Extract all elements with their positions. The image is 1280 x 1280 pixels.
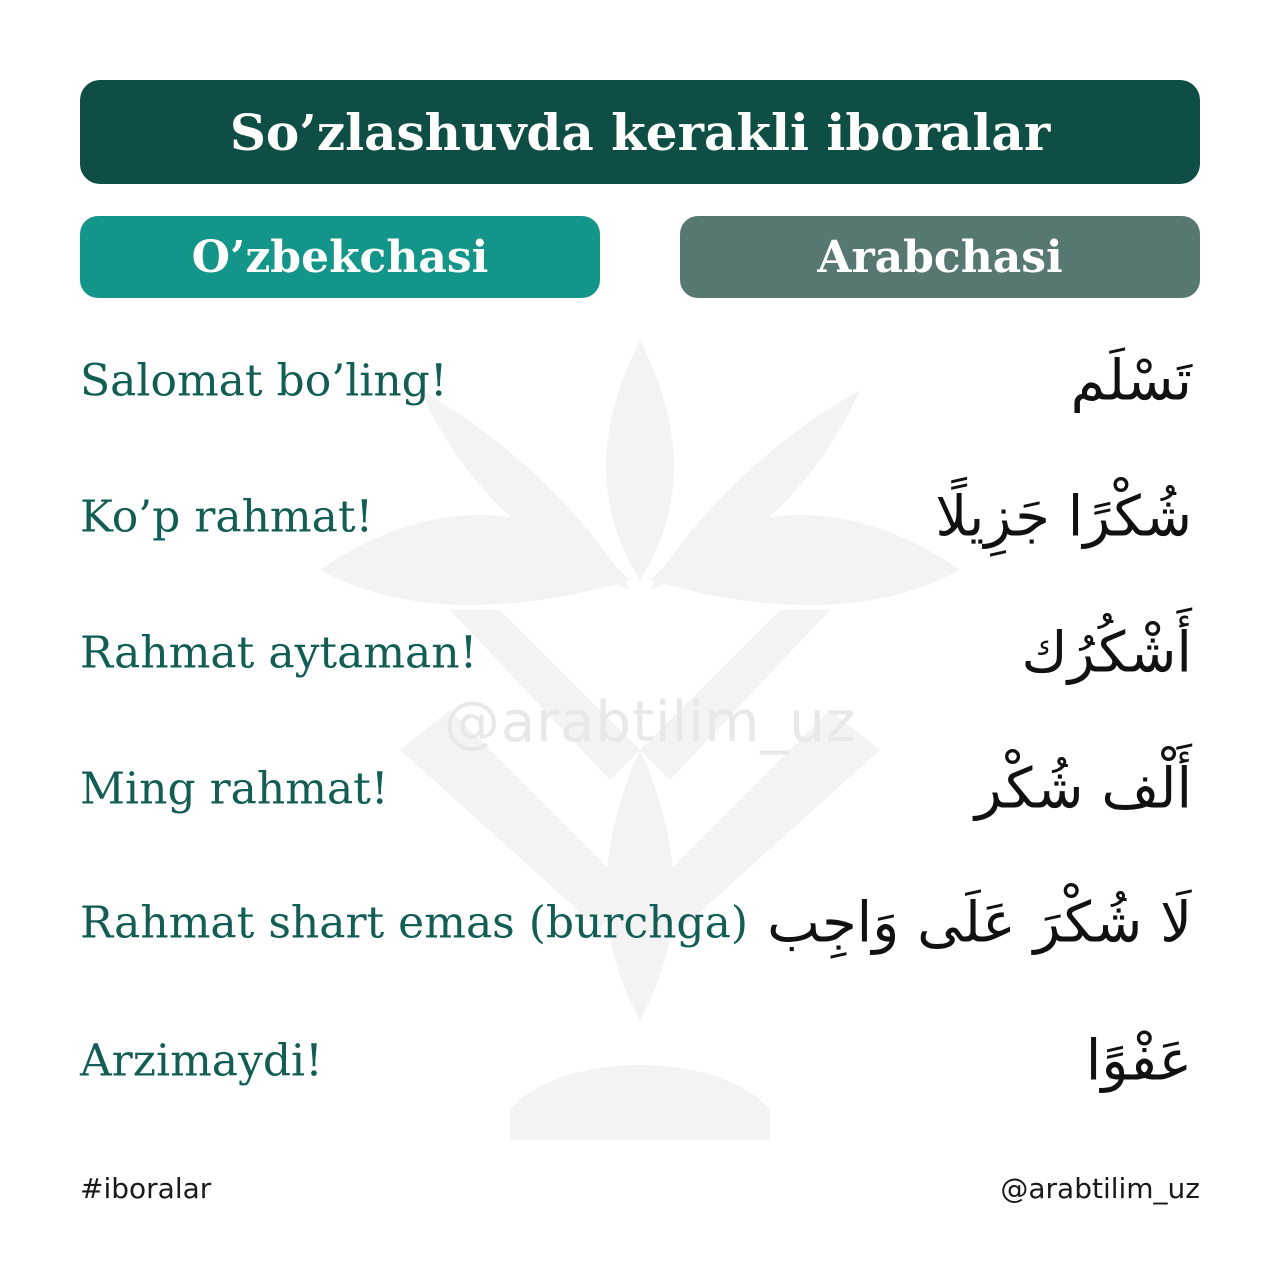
uzbek-column-label: O’zbekchasi [191, 231, 489, 283]
uzbek-phrase: Ming rahmat! [80, 763, 389, 815]
watermark-text: @arabtilim_uz [443, 690, 857, 755]
uzbek-column-header [80, 216, 600, 298]
phrase-row [80, 462, 1200, 572]
arabic-column-header [680, 216, 1200, 298]
arabic-phrase: عَفْوًا [1085, 1028, 1192, 1094]
arabic-phrase: لَا شُكْرَ عَلَى وَاجِب [767, 890, 1192, 956]
phrase-row [80, 868, 1200, 978]
arabic-phrase: شُكْرًا جَزِيلًا [935, 484, 1192, 550]
arabic-phrase: أَلْف شُكْر [974, 756, 1192, 822]
account-handle: @arabtilim_uz [1000, 1172, 1200, 1205]
phrase-row [80, 734, 1200, 844]
uzbek-phrase: Salomat bo’ling! [80, 355, 448, 407]
uzbek-phrase: Arzimaydi! [80, 1035, 323, 1087]
uzbek-phrase: Rahmat shart emas (burchga) [80, 897, 748, 949]
phrase-row [80, 1006, 1200, 1116]
uzbek-phrase: Rahmat aytaman! [80, 627, 478, 679]
arabic-phrase: تَسْلَم [1070, 348, 1192, 414]
phrase-row [80, 598, 1200, 708]
arabic-column-label: Arabchasi [817, 231, 1063, 283]
title-banner [80, 80, 1200, 184]
arabic-phrase: أَشْكُرُك [1021, 620, 1192, 686]
hashtag-label: #iboralar [80, 1172, 212, 1205]
phrase-row [80, 326, 1200, 436]
uzbek-phrase: Ko’p rahmat! [80, 491, 374, 543]
page-title: So’zlashuvda kerakli iboralar [229, 102, 1051, 162]
